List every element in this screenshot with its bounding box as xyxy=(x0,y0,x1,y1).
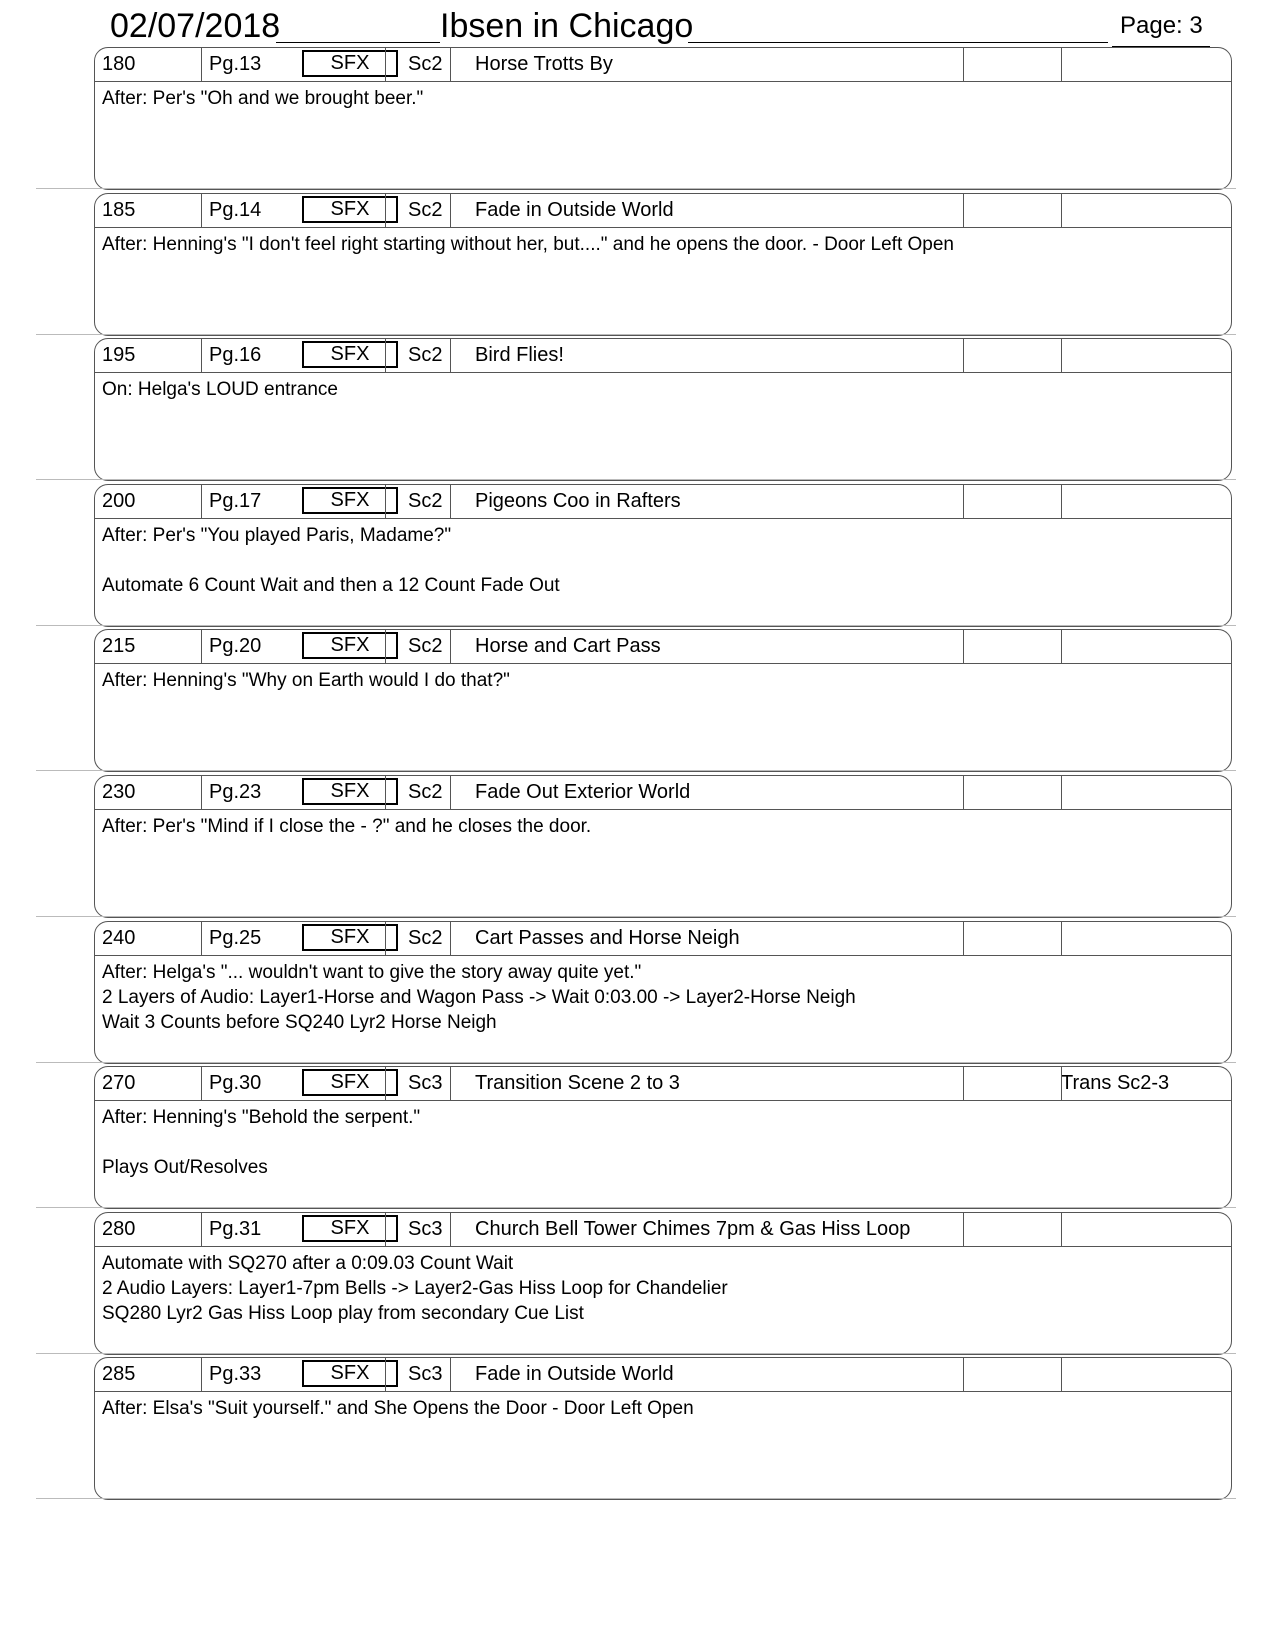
cue-scene: Sc2 xyxy=(408,53,443,75)
cue-notes xyxy=(102,86,1223,111)
header-title: Ibsen in Chicago xyxy=(440,7,694,45)
cue-notes xyxy=(102,668,1223,693)
row-separator xyxy=(36,1498,1236,1499)
cue-note-line: On: Helga's LOUD entrance xyxy=(102,379,338,400)
cue-number: 215 xyxy=(102,635,136,657)
cue-type-badge: SFX xyxy=(302,50,398,77)
cue-header-row xyxy=(95,48,1231,82)
cue-note-line xyxy=(102,1130,1223,1155)
column-divider xyxy=(1061,922,1062,955)
cue-number: 230 xyxy=(102,781,136,803)
header-underline xyxy=(276,42,440,43)
header-page-number: Page: 3 xyxy=(1120,12,1203,39)
column-divider xyxy=(963,630,964,663)
cue-scene: Sc2 xyxy=(408,927,443,949)
cue-notes xyxy=(102,232,1223,257)
cue-notes xyxy=(102,814,1223,839)
cue-card xyxy=(94,484,1232,627)
column-divider xyxy=(450,485,451,518)
cue-header-row xyxy=(95,1358,1231,1392)
cue-type-badge: SFX xyxy=(302,196,398,223)
column-divider xyxy=(1061,1213,1062,1246)
cue-description: Pigeons Coo in Rafters xyxy=(475,490,681,512)
cue-description: Horse and Cart Pass xyxy=(475,635,661,657)
cue-note-line xyxy=(102,548,1223,573)
row-separator xyxy=(36,916,1236,917)
cue-header-row xyxy=(95,922,1231,956)
column-divider xyxy=(201,630,202,663)
cue-note-line: SQ280 Lyr2 Gas Hiss Loop play from secondary Cue List xyxy=(102,1303,584,1324)
column-divider xyxy=(450,48,451,81)
row-separator xyxy=(36,1062,1236,1063)
cue-type-badge: SFX xyxy=(302,778,398,805)
cue-notes xyxy=(102,960,1223,1035)
column-divider xyxy=(385,339,386,372)
column-divider xyxy=(201,194,202,227)
cue-type-badge: SFX xyxy=(302,1215,398,1242)
cue-note-line: After: Henning's "Behold the serpent." xyxy=(102,1107,421,1128)
column-divider xyxy=(385,1358,386,1391)
cue-card xyxy=(94,629,1232,772)
cue-header-row xyxy=(95,1213,1231,1247)
column-divider xyxy=(963,485,964,518)
column-divider xyxy=(1061,1067,1062,1100)
cue-notes xyxy=(102,1251,1223,1326)
cue-note-line: After: Per's "Mind if I close the - ?" and he closes the door. xyxy=(102,816,592,837)
cue-notes xyxy=(102,523,1223,598)
column-divider xyxy=(201,485,202,518)
cue-note-line: 2 Layers of Audio: Layer1-Horse and Wagon Pass -> Wait 0:03.00 -> Layer2-Horse Neigh xyxy=(102,987,856,1008)
cue-number: 270 xyxy=(102,1072,136,1094)
cue-header-row xyxy=(95,485,1231,519)
cue-type-badge: SFX xyxy=(302,632,398,659)
cue-card xyxy=(94,1212,1232,1355)
cue-note-line: After: Per's "Oh and we brought beer." xyxy=(102,88,424,109)
column-divider xyxy=(201,48,202,81)
column-divider xyxy=(963,1067,964,1100)
cue-description: Transition Scene 2 to 3 xyxy=(475,1072,680,1094)
cue-scene: Sc3 xyxy=(408,1072,443,1094)
cue-description: Horse Trotts By xyxy=(475,53,613,75)
cue-header-row xyxy=(95,776,1231,810)
column-divider xyxy=(385,485,386,518)
cue-notes xyxy=(102,1105,1223,1180)
cue-description: Cart Passes and Horse Neigh xyxy=(475,927,740,949)
cue-description: Fade Out Exterior World xyxy=(475,781,691,803)
row-separator xyxy=(36,188,1236,189)
cue-note-line: 2 Audio Layers: Layer1-7pm Bells -> Layer2-Gas Hiss Loop for Chandelier xyxy=(102,1278,728,1299)
column-divider xyxy=(1061,1358,1062,1391)
cue-type-badge: SFX xyxy=(302,487,398,514)
row-separator xyxy=(36,1353,1236,1354)
column-divider xyxy=(450,630,451,663)
cue-type-badge: SFX xyxy=(302,1069,398,1096)
row-separator xyxy=(36,334,1236,335)
cue-card xyxy=(94,775,1232,918)
cue-description: Fade in Outside World xyxy=(475,199,674,221)
cue-page: Pg.17 xyxy=(209,490,262,512)
cue-description: Fade in Outside World xyxy=(475,1363,674,1385)
cue-card xyxy=(94,921,1232,1064)
column-divider xyxy=(385,1213,386,1246)
column-divider xyxy=(1061,48,1062,81)
column-divider xyxy=(385,1067,386,1100)
column-divider xyxy=(385,194,386,227)
column-divider xyxy=(963,922,964,955)
cue-card xyxy=(94,193,1232,336)
cue-number: 195 xyxy=(102,344,136,366)
row-separator xyxy=(36,625,1236,626)
column-divider xyxy=(201,1067,202,1100)
column-divider xyxy=(963,194,964,227)
cue-number: 285 xyxy=(102,1363,136,1385)
page-header xyxy=(0,0,1275,50)
cue-note-line: Plays Out/Resolves xyxy=(102,1157,268,1178)
cue-note-line: After: Elsa's "Suit yourself." and She Opens the Door - Door Left Open xyxy=(102,1398,694,1419)
column-divider xyxy=(201,1358,202,1391)
cue-page: Pg.31 xyxy=(209,1218,262,1240)
cue-number: 280 xyxy=(102,1218,136,1240)
cue-page: Pg.30 xyxy=(209,1072,262,1094)
cue-page: Pg.14 xyxy=(209,199,262,221)
cue-header-row xyxy=(95,194,1231,228)
cue-page: Pg.20 xyxy=(209,635,262,657)
cue-note-line: Automate 6 Count Wait and then a 12 Count Fade Out xyxy=(102,575,560,596)
cue-page: Pg.16 xyxy=(209,344,262,366)
header-date: 02/07/2018 xyxy=(110,7,281,45)
column-divider xyxy=(385,776,386,809)
cue-note-line: Automate with SQ270 after a 0:09.03 Count Wait xyxy=(102,1253,514,1274)
cue-card xyxy=(94,1066,1232,1209)
cue-note-line: After: Per's "You played Paris, Madame?" xyxy=(102,525,452,546)
cue-note-line: Wait 3 Counts before SQ240 Lyr2 Horse Neigh xyxy=(102,1012,497,1033)
cue-type-badge: SFX xyxy=(302,924,398,951)
column-divider xyxy=(450,194,451,227)
column-divider xyxy=(201,1213,202,1246)
cue-number: 240 xyxy=(102,927,136,949)
cue-header-row xyxy=(95,1067,1231,1101)
column-divider xyxy=(385,922,386,955)
column-divider xyxy=(450,1067,451,1100)
cue-tag: Trans Sc2-3 xyxy=(1061,1072,1170,1094)
column-divider xyxy=(450,339,451,372)
column-divider xyxy=(450,776,451,809)
column-divider xyxy=(201,339,202,372)
cue-card xyxy=(94,47,1232,190)
cue-page: Pg.13 xyxy=(209,53,262,75)
cue-notes xyxy=(102,377,1223,402)
cue-scene: Sc2 xyxy=(408,635,443,657)
column-divider xyxy=(963,339,964,372)
cue-card xyxy=(94,338,1232,481)
cue-number: 185 xyxy=(102,199,136,221)
column-divider xyxy=(450,922,451,955)
column-divider xyxy=(201,922,202,955)
cue-page: Pg.33 xyxy=(209,1363,262,1385)
row-separator xyxy=(36,479,1236,480)
cue-page: Pg.25 xyxy=(209,927,262,949)
row-separator xyxy=(36,770,1236,771)
column-divider xyxy=(1061,194,1062,227)
cue-note-line: After: Henning's "Why on Earth would I do that?" xyxy=(102,670,510,691)
cue-type-badge: SFX xyxy=(302,1360,398,1387)
column-divider xyxy=(385,630,386,663)
cue-header-row xyxy=(95,339,1231,373)
cue-scene: Sc2 xyxy=(408,781,443,803)
column-divider xyxy=(1061,776,1062,809)
column-divider xyxy=(201,776,202,809)
column-divider xyxy=(963,776,964,809)
column-divider xyxy=(450,1213,451,1246)
cue-note-line: After: Helga's "... wouldn't want to give the story away quite yet." xyxy=(102,962,642,983)
column-divider xyxy=(1061,630,1062,663)
cue-header-row xyxy=(95,630,1231,664)
column-divider xyxy=(963,1358,964,1391)
column-divider xyxy=(1061,339,1062,372)
cue-scene: Sc2 xyxy=(408,344,443,366)
cue-number: 200 xyxy=(102,490,136,512)
cue-description: Bird Flies! xyxy=(475,344,564,366)
cue-scene: Sc2 xyxy=(408,199,443,221)
cue-type-badge: SFX xyxy=(302,341,398,368)
cue-notes xyxy=(102,1396,1223,1421)
row-separator xyxy=(36,1207,1236,1208)
column-divider xyxy=(385,48,386,81)
cue-scene: Sc3 xyxy=(408,1363,443,1385)
column-divider xyxy=(963,48,964,81)
cue-note-line: After: Henning's "I don't feel right starting without her, but...." and he opens the door. - Door Left Open xyxy=(102,234,954,255)
cue-number: 180 xyxy=(102,53,136,75)
cue-scene: Sc3 xyxy=(408,1218,443,1240)
header-underline xyxy=(688,42,1108,43)
cue-scene: Sc2 xyxy=(408,490,443,512)
column-divider xyxy=(1061,485,1062,518)
column-divider xyxy=(450,1358,451,1391)
cue-description: Church Bell Tower Chimes 7pm & Gas Hiss Loop xyxy=(475,1218,911,1240)
column-divider xyxy=(963,1213,964,1246)
cue-card xyxy=(94,1357,1232,1500)
cue-page: Pg.23 xyxy=(209,781,262,803)
